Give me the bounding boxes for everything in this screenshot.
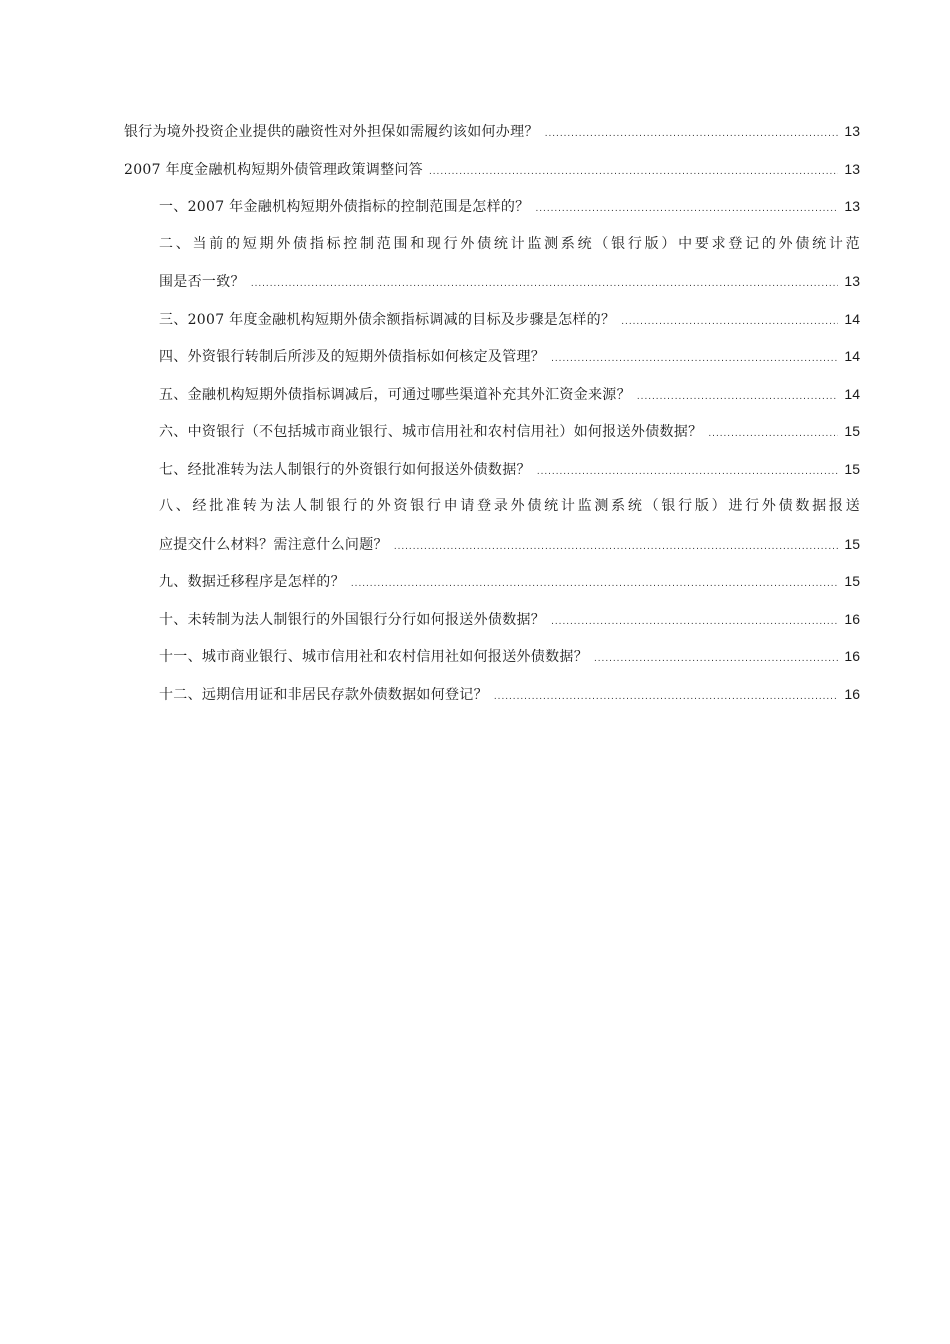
toc-dot-leader: [251, 275, 838, 293]
toc-entry-title: 六、中资银行（不包括城市商业银行、城市信用社和农村信用社）如何报送外债数据？: [159, 424, 703, 440]
toc-entry[interactable]: [124, 197, 860, 235]
toc-entry-title: 五、金融机构短期外债指标调减后，可通过哪些渠道补充其外汇资金来源？: [159, 386, 631, 403]
toc-page-number: 13: [844, 198, 860, 214]
toc-entry[interactable]: [124, 347, 860, 385]
toc-entry-title: 四、外资银行转制后所涉及的短期外债指标如何核定及管理？: [159, 349, 546, 365]
toc-entry[interactable]: [124, 647, 860, 685]
toc-dot-leader: [535, 200, 838, 218]
toc-page-number: 16: [844, 648, 860, 664]
toc-entry-title: 十、未转制为法人制银行的外国银行分行如何报送外债数据？: [159, 611, 546, 628]
toc-dot-leader: [545, 125, 838, 143]
toc-entry-title: 十一、城市商业银行、城市信用社和农村信用社如何报送外债数据？: [159, 649, 588, 665]
toc-dot-leader: [621, 313, 838, 331]
toc-entry-title-line2: 应提交什么材料？需注意什么问题？: [159, 536, 388, 553]
toc-dot-leader: [708, 425, 838, 443]
toc-page-number: 13: [844, 160, 860, 177]
toc-page-number: 13: [844, 123, 860, 139]
toc-page-number: 16: [844, 610, 860, 627]
toc-page-number: 16: [844, 685, 860, 702]
toc-dot-leader: [429, 163, 838, 181]
toc-entry[interactable]: [124, 160, 860, 198]
toc-entry[interactable]: [124, 235, 860, 310]
toc-page-number: 15: [844, 573, 860, 589]
toc-page-number: 14: [844, 310, 860, 327]
toc-page-number: 13: [844, 273, 860, 289]
toc-entry[interactable]: [124, 122, 860, 160]
toc-dot-leader: [637, 388, 838, 406]
toc-page-number: 14: [844, 348, 860, 364]
toc-entry-title: 2007 年度金融机构短期外债管理政策调整问答: [124, 161, 423, 178]
toc-entry-title-line1: 八、经批准转为法人制银行的外资银行申请登录外债统计监测系统（银行版）进行外债数据报送: [159, 498, 860, 514]
toc-entry-title: 三、2007 年度金融机构短期外债余额指标调减的目标及步骤是怎样的？: [159, 311, 616, 328]
toc-dot-leader: [551, 613, 838, 631]
toc-dot-leader: [594, 650, 838, 668]
toc-page-number: 15: [844, 423, 860, 439]
toc-entry[interactable]: [124, 685, 860, 723]
toc-entry-title: 银行为境外投资企业提供的融资性对外担保如需履约该如何办理？: [124, 124, 539, 140]
toc-entry[interactable]: [124, 385, 860, 423]
toc-page-number: 14: [844, 385, 860, 402]
toc-entry-title-line1: 二、当前的短期外债指标控制范围和现行外债统计监测系统（银行版）中要求登记的外债统计范: [159, 235, 860, 252]
toc-entry[interactable]: [124, 460, 860, 498]
toc-entry-title: 十二、远期信用证和非居民存款外债数据如何登记？: [159, 686, 488, 703]
toc-entry-title: 一、2007 年金融机构短期外债指标的控制范围是怎样的？: [159, 199, 530, 215]
toc-dot-leader: [537, 463, 838, 481]
toc-entry-title: 七、经批准转为法人制银行的外资银行如何报送外债数据？: [159, 461, 531, 478]
toc-page-number: 15: [844, 460, 860, 477]
toc-entry[interactable]: [124, 422, 860, 460]
toc-entry[interactable]: [124, 310, 860, 348]
toc-entry[interactable]: [124, 610, 860, 648]
toc-entry-title-line2: 围是否一致？: [159, 274, 245, 290]
toc-page-number: 15: [844, 535, 860, 552]
toc-dot-leader: [494, 688, 838, 706]
toc-dot-leader: [394, 538, 838, 556]
toc-entry[interactable]: [124, 572, 860, 610]
table-of-contents: [124, 122, 860, 722]
toc-entry-title: 九、数据迁移程序是怎样的？: [159, 574, 345, 590]
toc-dot-leader: [351, 575, 838, 593]
toc-entry[interactable]: [124, 497, 860, 572]
toc-dot-leader: [551, 350, 838, 368]
